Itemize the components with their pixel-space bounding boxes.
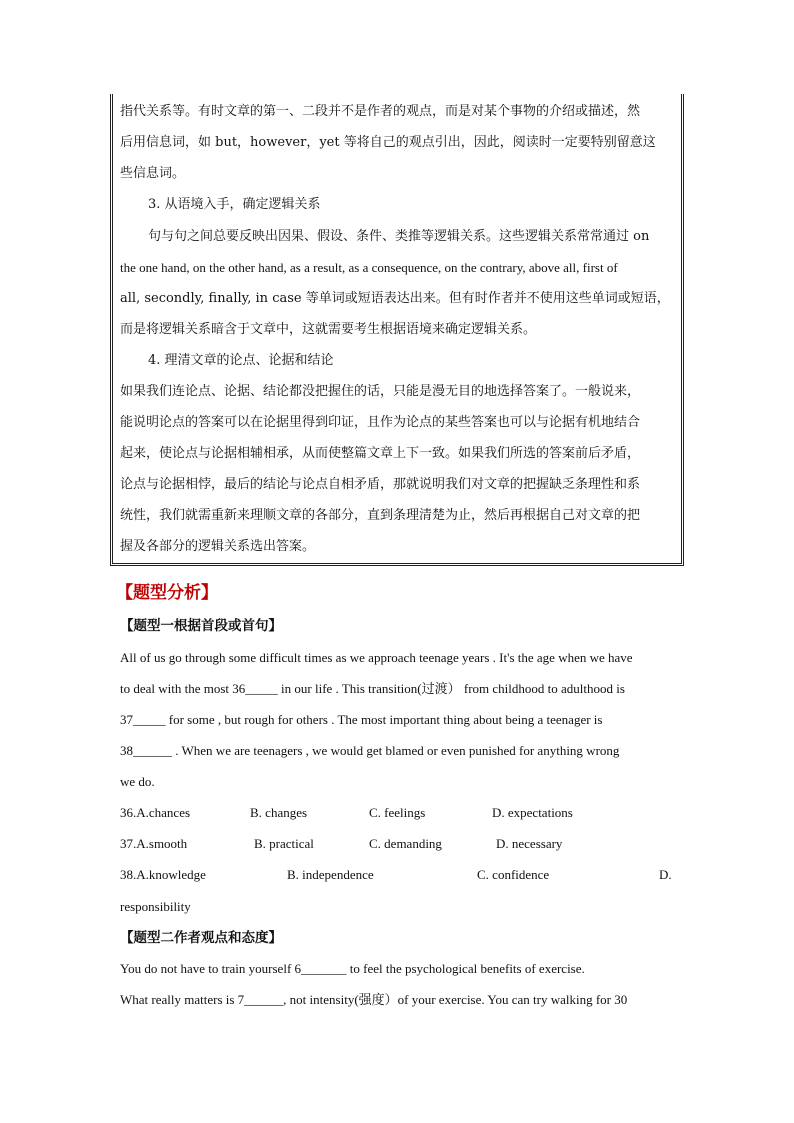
box-subheading: 4. 理清文章的论点、论据和结论 (148, 353, 334, 368)
box-line: 句与句之间总要反映出因果、假设、条件、类推等逻辑关系。这些逻辑关系常常通过 on (148, 229, 650, 244)
option-36-b: B. changes (250, 805, 308, 820)
box-line: 能说明论点的答案可以在论据里得到印证，且作为论点的某些答案也可以与论据有机地结合 (120, 415, 641, 430)
passage-line: 37_____ for some , but rough for others . The most important thing about being a teenager is (120, 712, 603, 727)
option-38-d: D. (659, 867, 672, 882)
passage-line: we do. (120, 774, 155, 789)
box-line: 指代关系等。有时文章的第一、二段并不是作者的观点，而是对某个事物的介绍或描述，然 (120, 104, 641, 119)
option-38-a: 38.A.knowledge (120, 867, 206, 882)
box-line: all, secondly, finally, in case 等单词或短语表达出来。但有时作者并不使用这些单词或短语， (120, 291, 670, 306)
option-37-c: C. demanding (369, 836, 442, 851)
passage-line: to deal with the most 36_____ in our life . This transition(过渡） from childhood to adulthood is (120, 681, 625, 696)
option-36-c: C. feelings (369, 805, 426, 820)
box-line: 统性，我们就需重新来理顺文章的各部分，直到条理清楚为止，然后再根据自己对文章的把 (120, 508, 641, 523)
option-36-a: 36.A.chances (120, 805, 191, 820)
box-line: the one hand, on the other hand, as a result, as a consequence, on the contrary, above all, first of (120, 260, 618, 275)
option-38-d-text: responsibility (120, 899, 191, 914)
option-38-c: C. confidence (477, 867, 550, 882)
type1-heading: 【题型一根据首段或首句】 (120, 618, 282, 634)
box-line: 如果我们连论点、论据、结论都没把握住的话，只能是漫无目的地选择答案了。一般说来， (120, 384, 641, 399)
box-line: 握及各部分的逻辑关系选出答案。 (120, 539, 316, 554)
option-38-b: B. independence (287, 867, 374, 882)
box-line: 些信息词。 (120, 166, 186, 181)
box-line: 后用信息词，如 but，however，yet 等将自己的观点引出，因此，阅读时一定要特别留意这 (120, 135, 656, 150)
option-37-b: B. practical (254, 836, 314, 851)
option-37-a: 37.A.smooth (120, 836, 188, 851)
box-subheading: 3. 从语境入手，确定逻辑关系 (148, 197, 321, 212)
passage-line: You do not have to train yourself 6_______ to feel the psychological benefits of exercise. (120, 961, 585, 976)
passage-line: 38______ . When we are teenagers , we would get blamed or even punished for anything wrong (120, 743, 620, 758)
section-title: 【题型分析】 (116, 583, 218, 603)
option-36-d: D. expectations (492, 805, 573, 820)
box-line: 而是将逻辑关系暗含于文章中，这就需要考生根据语境来确定逻辑关系。 (120, 322, 537, 337)
option-37-d: D. necessary (496, 836, 563, 851)
passage-line: What really matters is 7______, not intensity(强度）of your exercise. You can try walking for 30 (120, 992, 628, 1007)
box-line: 起来，使论点与论据相辅相承，从而使整篇文章上下一致。如果我们所选的答案前后矛盾， (120, 446, 641, 461)
passage-line: All of us go through some difficult times as we approach teenage years . It's the age when we have (120, 650, 633, 665)
type2-heading: 【题型二作者观点和态度】 (120, 930, 282, 946)
box-line: 论点与论据相悖，最后的结论与论点自相矛盾，那就说明我们对文章的把握缺乏条理性和系 (120, 477, 641, 492)
